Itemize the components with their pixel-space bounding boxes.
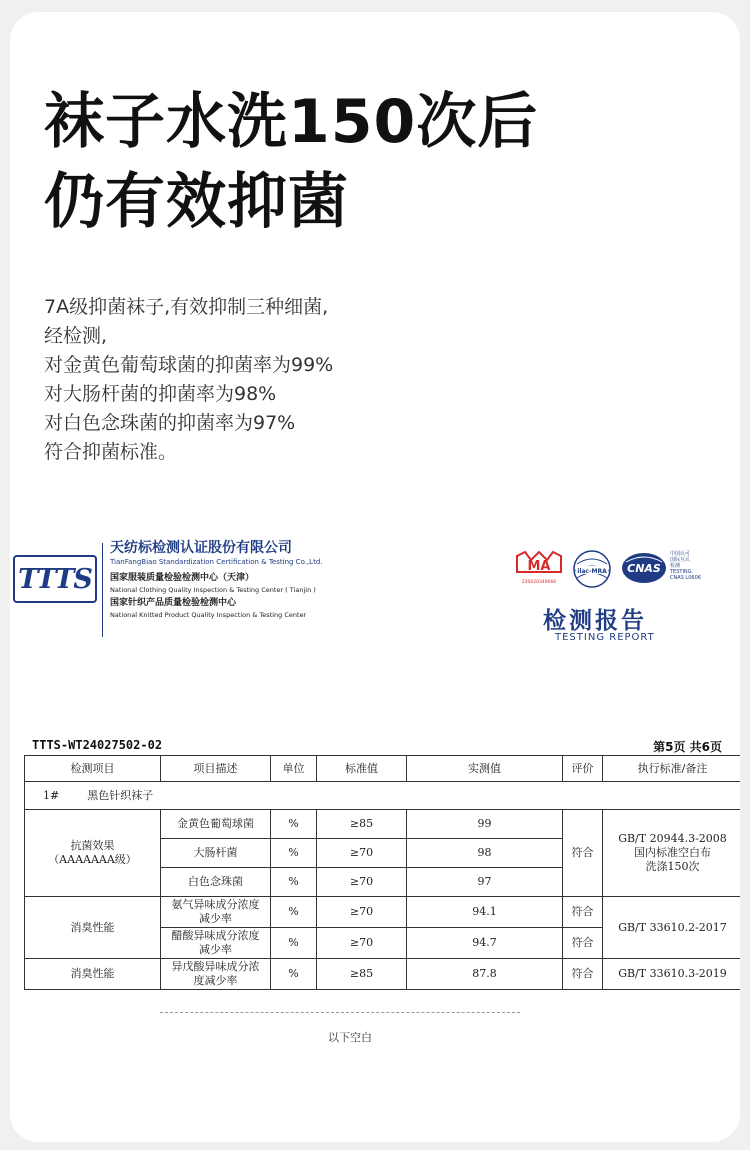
cell-evaluation: 符合 bbox=[563, 897, 603, 928]
logo-divider bbox=[102, 543, 103, 637]
description-line: 经检测, bbox=[44, 325, 108, 347]
remark-line: GB/T 20944.3-2008 bbox=[618, 832, 727, 845]
cnas-note-line: CNAS L0606 bbox=[670, 575, 701, 581]
table-header: 项目描述 bbox=[161, 756, 271, 782]
desc-line: 氨气异味成分浓度 bbox=[171, 898, 260, 911]
cnas-note bbox=[670, 551, 701, 581]
cell-measured: 94.1 bbox=[407, 897, 563, 928]
desc-line: 度减少率 bbox=[193, 974, 238, 987]
table-row bbox=[25, 810, 741, 839]
cell-measured: 87.8 bbox=[407, 959, 563, 990]
center2-en: National Knitted Product Quality Inspection & Testing Center bbox=[110, 611, 307, 619]
desc-line: 异戊酸异味成分浓 bbox=[171, 960, 260, 973]
lab-info bbox=[110, 539, 323, 620]
lab-name-en: TianFangBiao Standardization Certification & Testing Co.,Ltd. bbox=[110, 558, 323, 566]
cma-number: 230020349666 bbox=[521, 580, 557, 585]
table-header: 执行标准/备注 bbox=[603, 756, 741, 782]
ilac-label: ilac-MRA bbox=[577, 568, 607, 575]
description-line: 符合抑菌标准。 bbox=[44, 441, 178, 463]
cell-unit: % bbox=[271, 928, 317, 959]
report-number: TTTS-WT24027502-02 bbox=[32, 738, 163, 752]
report-table bbox=[24, 755, 740, 990]
cnas-label: CNAS bbox=[627, 562, 661, 575]
table-header: 标准值 bbox=[317, 756, 407, 782]
ilac-mra-icon bbox=[572, 549, 612, 589]
cell-measured: 97 bbox=[407, 868, 563, 897]
remark-line: 国内标准空白布 bbox=[634, 846, 711, 859]
page-info: 第5页 共6页 bbox=[653, 740, 722, 754]
table-row bbox=[25, 959, 741, 990]
description-line: 对金黄色葡萄球菌的抑菌率为99% bbox=[44, 354, 334, 376]
table-header-row bbox=[25, 756, 741, 782]
cell-unit: % bbox=[271, 839, 317, 868]
cell-standard: ≥70 bbox=[317, 839, 407, 868]
center1-cn: 国家服装质量检验检测中心（天津） bbox=[110, 573, 255, 583]
sample-label: 1# 黑色针织袜子 bbox=[25, 782, 741, 810]
table-header: 评价 bbox=[563, 756, 603, 782]
desc-line: 减少率 bbox=[199, 943, 232, 956]
cell-measured: 94.7 bbox=[407, 928, 563, 959]
cell-standard: ≥70 bbox=[317, 928, 407, 959]
cell-standard: ≥85 bbox=[317, 959, 407, 990]
table-end-line bbox=[160, 1012, 520, 1013]
cell-evaluation: 符合 bbox=[563, 959, 603, 990]
cell-remark: GB/T 33610.2-2017 bbox=[603, 897, 741, 959]
headline-line-1: 袜子水洗150次后 bbox=[44, 87, 539, 157]
cma-seal-icon bbox=[513, 550, 565, 588]
description-line: 对大肠杆菌的抑菌率为98% bbox=[44, 383, 277, 405]
cell-evaluation: 符合 bbox=[563, 928, 603, 959]
cnas-note-line: TESTING bbox=[670, 569, 692, 575]
item-label: 抗菌效果 bbox=[70, 839, 115, 852]
cell-desc bbox=[161, 897, 271, 928]
cell-unit: % bbox=[271, 868, 317, 897]
report-title-cn: 检测报告 bbox=[543, 608, 647, 634]
cell-desc bbox=[161, 928, 271, 959]
remark-line: 洗涤150次 bbox=[645, 860, 700, 873]
cell-remark: GB/T 33610.3-2019 bbox=[603, 959, 741, 990]
item-deodorant: 消臭性能 bbox=[25, 959, 161, 990]
description-line: 对白色念珠菌的抑菌率为97% bbox=[44, 412, 296, 434]
center2-cn: 国家针织产品质量检验检测中心 bbox=[110, 598, 237, 608]
blank-note: 以下空白 bbox=[328, 1031, 372, 1044]
cell-desc: 白色念珠菌 bbox=[161, 868, 271, 897]
cnas-note-line: 检测 bbox=[670, 563, 681, 569]
cell-unit: % bbox=[271, 810, 317, 839]
cell-standard: ≥70 bbox=[317, 868, 407, 897]
table-header: 单位 bbox=[271, 756, 317, 782]
page-headline bbox=[44, 82, 538, 242]
lab-name-cn: 天纺标检测认证股份有限公司 bbox=[110, 540, 292, 556]
center1-en: National Clothing Quality Inspection & Testing Center ( Tianjin ) bbox=[110, 586, 316, 594]
cell-unit: % bbox=[271, 897, 317, 928]
cell-evaluation: 符合 bbox=[563, 810, 603, 897]
table-header: 检测项目 bbox=[25, 756, 161, 782]
cma-label: MA bbox=[527, 559, 551, 574]
cell-desc: 金黄色葡萄球菌 bbox=[161, 810, 271, 839]
cell-measured: 98 bbox=[407, 839, 563, 868]
content-card bbox=[10, 12, 740, 1142]
cell-standard: ≥85 bbox=[317, 810, 407, 839]
cnas-note-line: 国际互认 bbox=[670, 557, 691, 563]
cnas-icon bbox=[620, 550, 668, 586]
description-block bbox=[44, 293, 333, 467]
item-deodorant: 消臭性能 bbox=[25, 897, 161, 959]
table-header: 实测值 bbox=[407, 756, 563, 782]
desc-line: 减少率 bbox=[199, 912, 232, 925]
cell-measured: 99 bbox=[407, 810, 563, 839]
ttts-logo: TTTS bbox=[13, 555, 97, 603]
cell-unit: % bbox=[271, 959, 317, 990]
cell-standard: ≥70 bbox=[317, 897, 407, 928]
cell-remark bbox=[603, 810, 741, 897]
sample-row bbox=[25, 782, 741, 810]
cnas-note-line: 中国认可 bbox=[670, 551, 691, 557]
item-grade: （AAAAAAA级） bbox=[48, 853, 137, 866]
headline-line-2: 仍有效抑菌 bbox=[44, 167, 349, 237]
table-row bbox=[25, 897, 741, 928]
item-antibacterial bbox=[25, 810, 161, 897]
cell-desc bbox=[161, 959, 271, 990]
desc-line: 醋酸异味成分浓度 bbox=[171, 929, 260, 942]
cell-desc: 大肠杆菌 bbox=[161, 839, 271, 868]
description-line: 7A级抑菌袜子,有效抑制三种细菌, bbox=[44, 296, 329, 318]
report-title-en: TESTING REPORT bbox=[555, 632, 655, 643]
